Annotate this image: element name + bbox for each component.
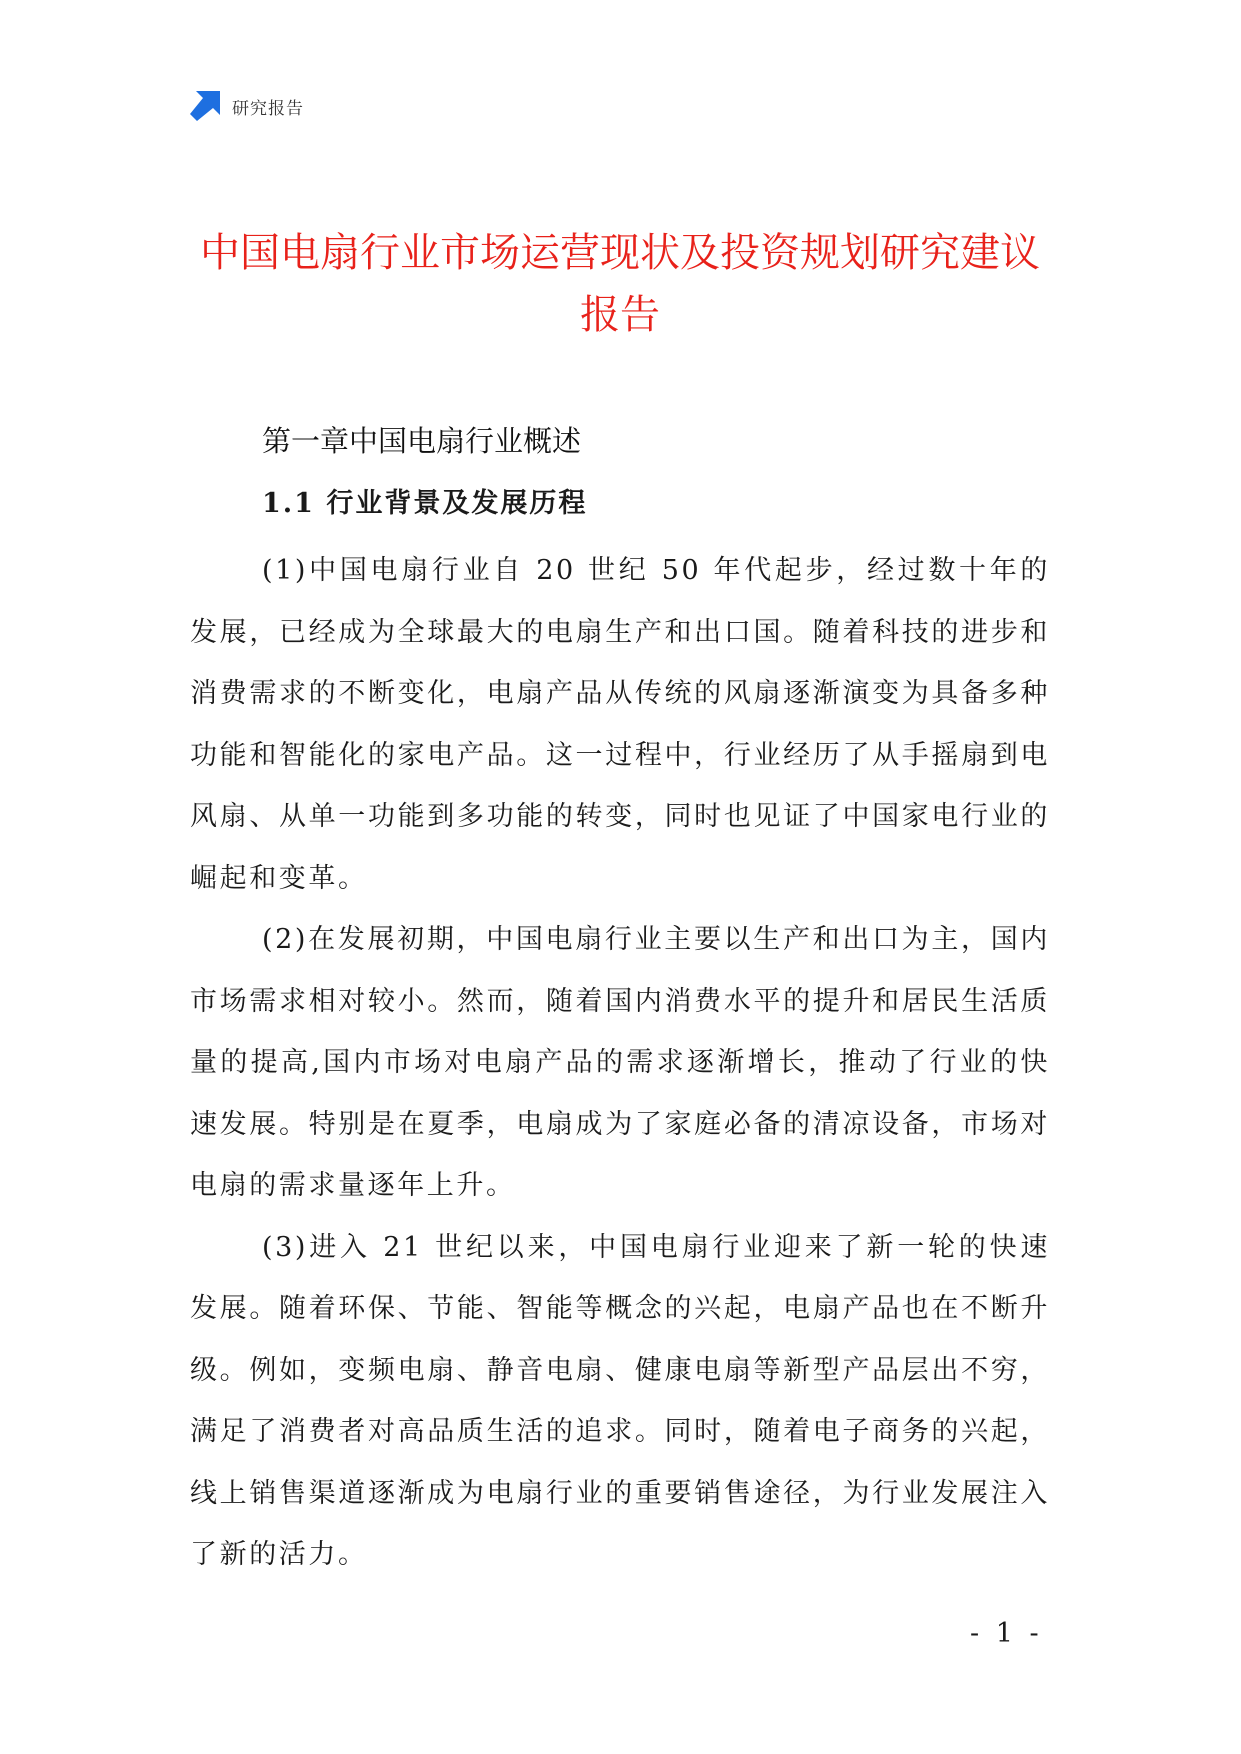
paragraph: (2)在发展初期，中国电扇行业主要以生产和出口为主，国内市场需求相对较小。然而，随着国内消费水平的提升和居民生活质量的提高,国内市场对电扇产品的需求逐渐增长，推动了行业的快速发展。特别是在夏季，电扇成为了家庭必备的清凉设备，市场对电扇的需求量逐年上升。 bbox=[190, 924, 1050, 1201]
section-heading: 1.1 行业背景及发展历程 bbox=[262, 488, 588, 519]
page-number: - 1 - bbox=[970, 1618, 1043, 1649]
document-title: 中国电扇行业市场运营现状及投资规划研究建议报告 bbox=[200, 230, 1040, 338]
arrow-up-right-icon bbox=[190, 91, 220, 121]
paragraph: (3)进入 21 世纪以来，中国电扇行业迎来了新一轮的快速发展。随着环保、节能、智能等概念的兴起，电扇产品也在不断升级。例如，变频电扇、静音电扇、健康电扇等新型产品层出不穷，满足了消费者对高品质生活的追求。同时，随着电子商务的兴起，线上销售渠道逐渐成为电扇行业的重要销售途径，为行业发展注入了新的活力。 bbox=[190, 1231, 1050, 1570]
report-header bbox=[190, 90, 304, 122]
chapter-heading: 第一章中国电扇行业概述 bbox=[262, 424, 582, 458]
header-label: 研究报告 bbox=[232, 98, 304, 119]
body-text bbox=[190, 540, 1050, 1586]
paragraph: (1)中国电扇行业自 20 世纪 50 年代起步，经过数十年的发展，已经成为全球最大的电扇生产和出口国。随着科技的进步和消费需求的不断变化，电扇产品从传统的风扇逐渐演变为具备多种功能和智能化的家电产品。这一过程中，行业经历了从手摇扇到电风扇、从单一功能到多功能的转变，同时也见证了中国家电行业的崛起和变革。 bbox=[190, 555, 1050, 894]
